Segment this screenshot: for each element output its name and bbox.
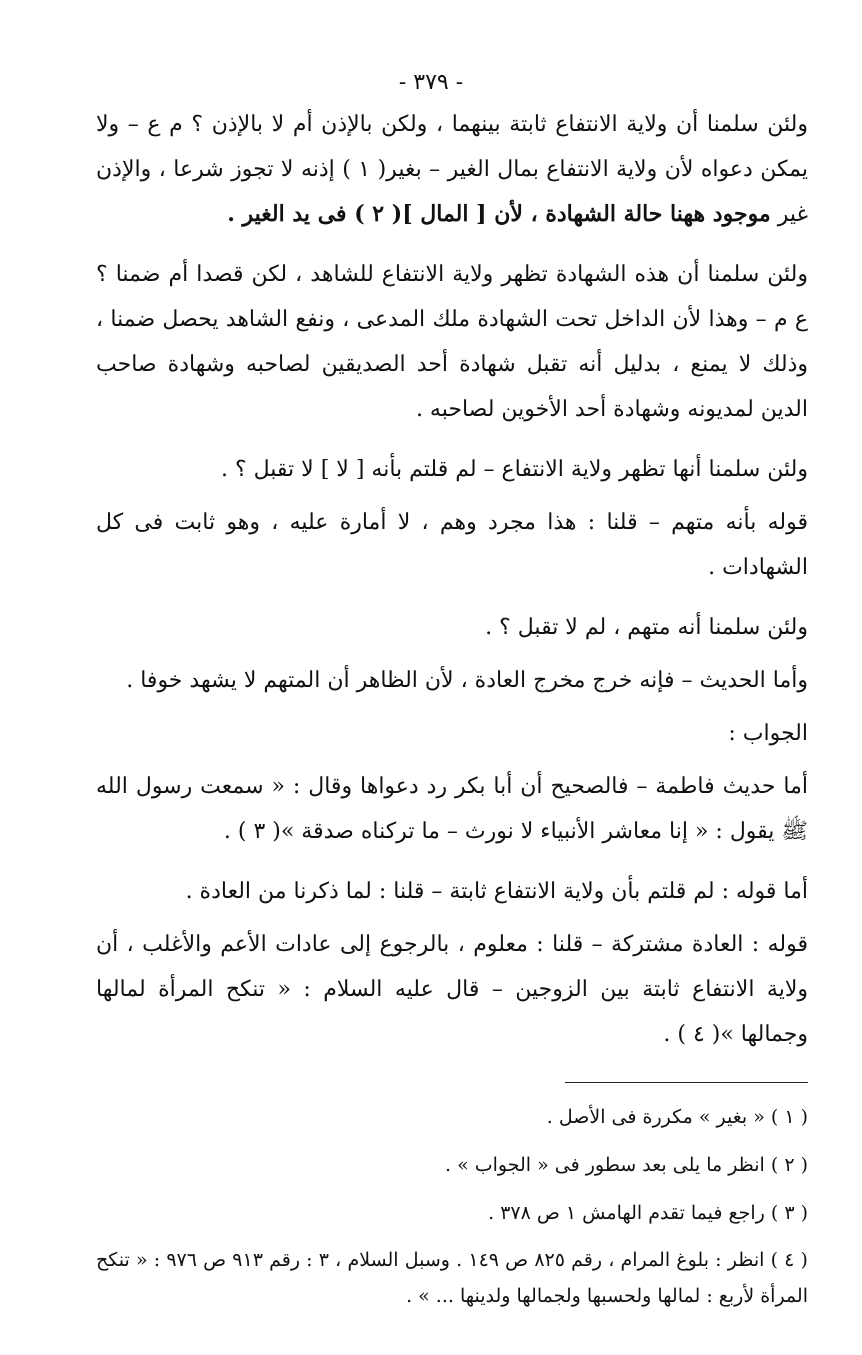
footnote-4: ( ٤ ) انظر : بلوغ المرام ، رقم ٨٢٥ ص ١٤٩ . وسبل السلام ، ٣ : رقم ٩١٣ ص ٩٧٦ : « تنكح المرأة لأربع : لمالها ولحسبها ولجمالها ولدينها ... » . [96,1249,808,1307]
footnote-divider [565,1082,808,1083]
footnote-2: ( ٢ ) انظر ما يلى بعد سطور فى « الجواب » . [445,1154,808,1176]
paragraph-8: أما قوله : لم قلتم بأن ولاية الانتفاع ثابتة – قلنا : لما ذكرنا من العادة . [185,879,808,904]
paragraph-5: ولئن سلمنا أنه متهم ، لم لا تقبل ؟ . [485,615,808,640]
paragraph-3: ولئن سلمنا أنها تظهر ولاية الانتفاع – لم قلتم بأنه [ لا ] لا تقبل ؟ . [220,457,808,482]
paragraph-9: قوله : العادة مشتركة – قلنا : معلوم ، بالرجوع إلى عادات الأعم والأغلب ، أن ولاية الانتفاع ثابتة بين الزوجين – قال عليه السلام : « تنكح المرأة لمالها وجمالها »( ٤ ) . [96,932,808,1047]
paragraph-1-text: ولئن سلمنا أن ولاية الانتفاع ثابتة بينهما ، ولكن بالإذن أم لا بالإذن ؟ م ع – ولا يمكن دعواه لأن ولاية الانتفاع بمال الغير – بغير( ١ ) إذنه لا تجوز شرعا ، والإذن غير [96,112,809,227]
paragraph-6: وأما الحديث – فإنه خرج مخرج العادة ، لأن الظاهر أن المتهم لا يشهد خوفا . [126,668,808,693]
paragraph-1-bold-text: موجود ههنا حالة الشهادة ، لأن [ المال ]( ٢ ) فى يد الغير . [227,201,771,227]
main-text [96,102,808,1072]
paragraph-2: ولئن سلمنا أن هذه الشهادة تظهر ولاية الانتفاع للشاهد ، لكن قصدا أم ضمنا ؟ ع م – وهذا لأن الداخل تحت الشهادة ملك المدعى ، ونفع الشاهد يحصل ضمنا ، وذلك لا يمنع ، بدليل أنه تقبل شهادة أحد الصديقين لصاحبه وشهادة صاحب الدين لمديونه وشهادة أحد الأخوين لصاحبه . [96,262,808,422]
footnote-1: ( ١ ) « بغير » مكررة فى الأصل . [546,1106,808,1128]
page-number: - ٣٧٩ - [398,70,464,95]
answer-heading: الجواب : [728,721,808,746]
footnotes [96,1098,808,1324]
paragraph-4: قوله بأنه متهم – قلنا : هذا مجرد وهم ، لا أمارة عليه ، وهو ثابت فى كل الشهادات . [96,510,808,580]
footnote-3: ( ٣ ) راجع فيما تقدم الهامش ١ ص ٣٧٨ . [488,1202,808,1224]
paragraph-7: أما حديث فاطمة – فالصحيح أن أبا بكر رد دعواها وقال : « سمعت رسول الله ﷺ يقول : « إنا معاشر الأنبياء لا نورث – ما تركناه صدقة »( ٣ ) . [96,774,808,844]
paragraph-1 [96,102,808,237]
